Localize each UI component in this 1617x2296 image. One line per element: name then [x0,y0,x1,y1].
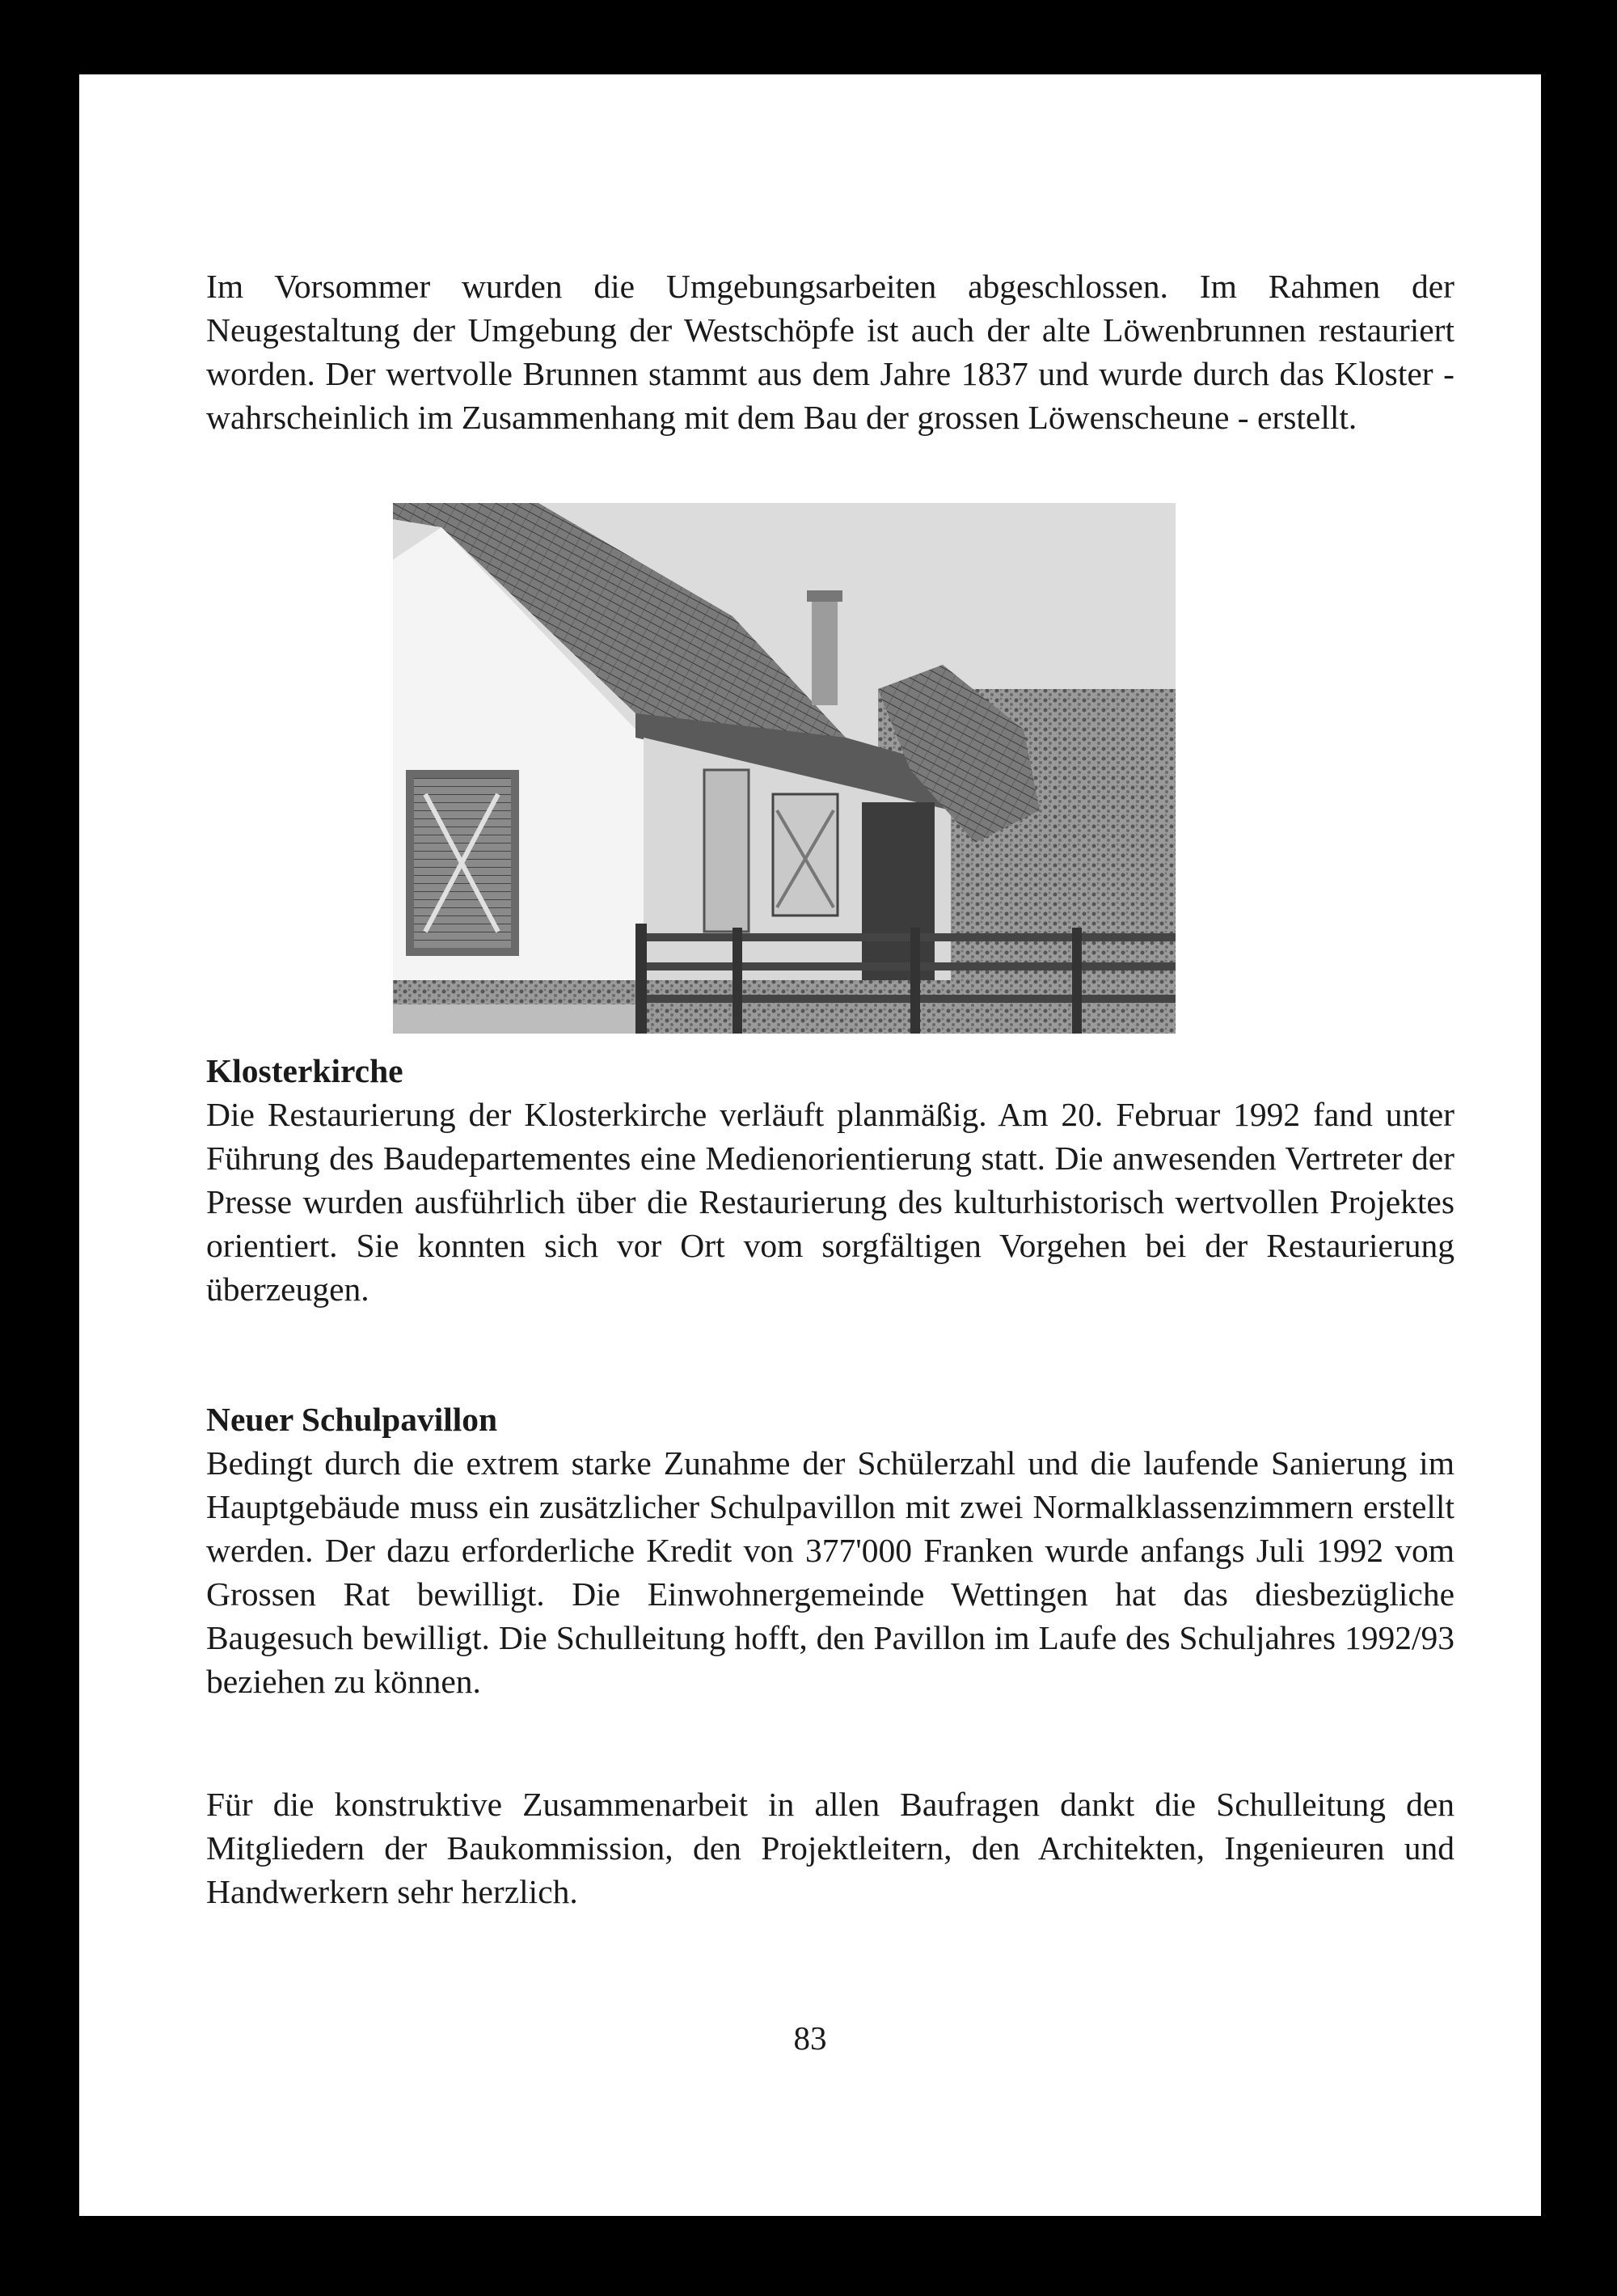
intro-paragraph [206,264,1454,439]
document-page [79,74,1541,2216]
section-body: Bedingt durch die extrem starke Zunahme der Schülerzahl und die laufende Sanierung im Hauptgebäude muss ein zusätzlicher Schulpavillon mit zwei Normalklassenzimmern erstellt werden. Der dazu erforderliche Kredit von 377'000 Franken wurde anfangs Juli 1992 vom Grossen Rat bewilligt. Die Einwohnergemeinde Wettingen hat das diesbezügliche Baugesuch bewilligt. Die Schulleitung hofft, den Pavillon im Laufe des Schuljahres 1992/93 beziehen zu können. [206,1444,1454,1700]
section-klosterkirche [206,1049,1454,1311]
page-number: 83 [793,2019,827,2057]
section-neuer-schulpavillon [206,1397,1454,1703]
closing-paragraph [206,1782,1454,1913]
section-heading: Neuer Schulpavillon [206,1401,498,1438]
section-body: Die Restaurierung der Klosterkirche verläuft planmäßig. Am 20. Februar 1992 fand unter Führung des Baudepartementes eine Medienorientierung statt. Die anwesenden Vertreter der Presse wurden ausführlich über die Restaurierung des kulturhistorisch wertvollen Projektes orientiert. Sie konnten sich vor Ort vom sorgfältigen Vorgehen bei der Restaurierung überzeugen. [206,1096,1454,1308]
intro-paragraph-text: Im Vorsommer wurden die Umgebungsarbeiten abgeschlossen. Im Rahmen der Neugestaltung der Umgebung der Westschöpfe ist auch der alte Löwenbrunnen restauriert worden. Der wertvolle Brunnen stammt aus dem Jahre 1837 und wurde durch das Kloster - wahrscheinlich im Zusammenhang mit dem Bau der grossen Löwenscheune - erstellt. [206,268,1454,436]
closing-paragraph-text: Für die konstruktive Zusammenarbeit in allen Baufragen dankt die Schulleitung den Mitgliedern der Baukommission, den Projektleitern, den Architekten, Ingenieuren und Handwerkern sehr herzlich. [206,1786,1454,1910]
building-photo [393,503,1176,1034]
section-heading: Klosterkirche [206,1052,403,1089]
